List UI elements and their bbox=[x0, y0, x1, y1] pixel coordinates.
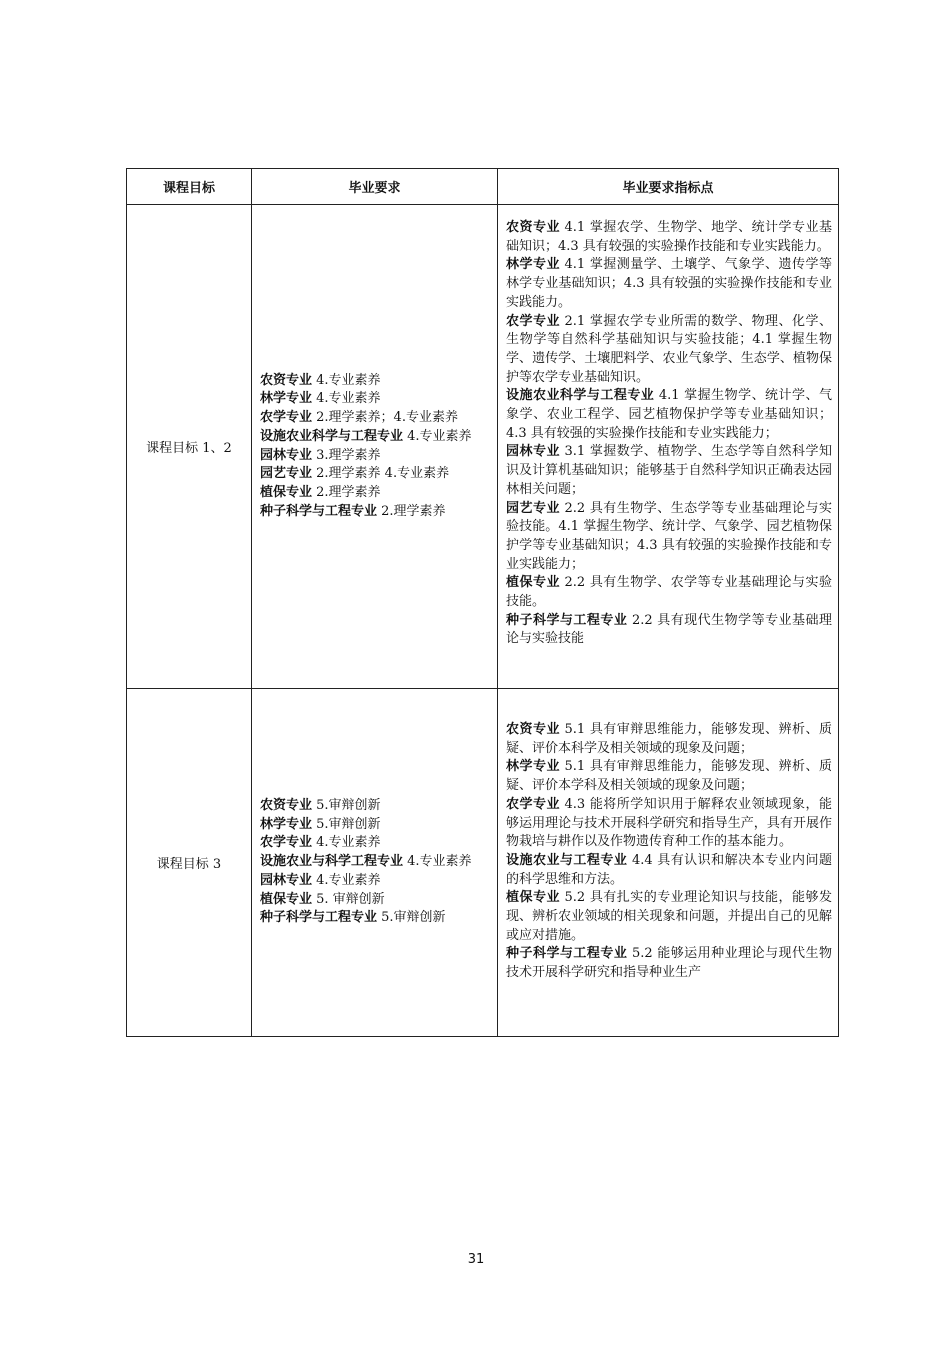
requirement-text: 4.专业素养 bbox=[312, 391, 381, 407]
requirement-text: 2.理学素养 bbox=[312, 484, 381, 500]
major-name: 设施农业与科学工程专业 bbox=[260, 854, 404, 870]
major-name: 农学专业 bbox=[260, 410, 313, 426]
requirement-item bbox=[260, 503, 491, 522]
indicator-text: 5.2 具有扎实的专业理论知识与技能，能够发现、辨析农业领域的相关现象和问题，并提出自己的见解或应对措施。 bbox=[506, 890, 832, 943]
major-name: 植保专业 bbox=[506, 575, 560, 591]
major-name: 林学专业 bbox=[506, 257, 560, 273]
major-name: 农资专业 bbox=[260, 798, 313, 814]
major-name: 农学专业 bbox=[260, 835, 313, 851]
indicator-item bbox=[506, 313, 832, 388]
course-goal-cell: 课程目标 1、2 bbox=[127, 205, 252, 689]
indicator-text: 2.2 具有生物学、农学等专业基础理论与实验技能。 bbox=[506, 575, 832, 610]
major-name: 种子科学与工程专业 bbox=[506, 612, 628, 628]
requirement-text: 5.审辩创新 bbox=[312, 798, 381, 814]
requirement-text: 4.专业素养 bbox=[312, 835, 381, 851]
major-name: 农学专业 bbox=[506, 313, 560, 329]
page-number: 31 bbox=[467, 1252, 485, 1267]
header-indicator-points: 毕业要求指标点 bbox=[498, 169, 839, 205]
indicator-text: 4.1 掌握生物学、统计学、气象学、农业工程学、园艺植物保护学等专业基础知识；4.3 具有较强的实验操作技能和专业实践能力； bbox=[506, 388, 832, 441]
requirements-cell bbox=[252, 689, 498, 1037]
indicator-item bbox=[506, 574, 832, 611]
indicator-text: 4.1 掌握农学、生物学、地学、统计学专业基础知识；4.3 具有较强的实验操作技能和专业实践能力。 bbox=[506, 220, 832, 254]
major-name: 园艺专业 bbox=[260, 466, 313, 482]
major-name: 植保专业 bbox=[260, 484, 313, 500]
requirement-item bbox=[260, 465, 491, 484]
indicator-item bbox=[506, 889, 832, 945]
major-name: 农资专业 bbox=[506, 220, 560, 235]
major-name: 设施农业与工程专业 bbox=[506, 852, 628, 868]
major-name: 园艺专业 bbox=[506, 500, 560, 516]
indicator-item bbox=[506, 500, 832, 575]
requirement-item bbox=[260, 891, 491, 910]
major-name: 园林专业 bbox=[260, 872, 313, 888]
major-name: 设施农业科学与工程专业 bbox=[506, 388, 655, 404]
major-name: 种子科学与工程专业 bbox=[260, 503, 378, 519]
indicator-text: 4.1 掌握测量学、土壤学、气象学、遗传学等林学专业基础知识；4.3 具有较强的实验操作技能和专业实践能力。 bbox=[506, 257, 832, 310]
indicator-text: 4.3 能将所学知识用于解释农业领域现象，能够运用理论与技术开展科学研究和指导生产，具有开展作物栽培与耕作以及作物遗传育种工作的基本能力。 bbox=[506, 796, 832, 850]
requirement-text: 5.审辩创新 bbox=[377, 910, 446, 926]
requirement-item bbox=[260, 447, 491, 466]
major-name: 林学专业 bbox=[260, 816, 313, 832]
requirement-text: 4.专业素养 bbox=[403, 854, 472, 870]
indicator-points-cell bbox=[498, 689, 839, 1037]
header-course-goal: 课程目标 bbox=[127, 169, 252, 205]
major-name: 园林专业 bbox=[506, 444, 560, 460]
major-name: 园林专业 bbox=[260, 447, 313, 463]
indicator-text: 2.2 具有生物学、生态学等专业基础理论与实验技能。4.1 掌握生物学、统计学、气象学、园艺植物保护学等专业基础知识；4.3 具有较强的实验操作技能和专业实践能力； bbox=[506, 500, 832, 572]
indicator-item bbox=[506, 796, 832, 852]
requirement-item bbox=[260, 816, 491, 835]
major-name: 农资专业 bbox=[260, 372, 313, 388]
indicator-text: 2.1 掌握农学专业所需的数学、物理、化学、生物学等自然科学基础知识与实验技能；4.1 掌握生物学、遗传学、土壤肥料学、农业气象学、生态学、植物保护等农学专业基础知识。 bbox=[506, 313, 832, 385]
header-row bbox=[127, 169, 839, 205]
header-graduation-requirement: 毕业要求 bbox=[252, 169, 498, 205]
indicator-item bbox=[506, 852, 832, 889]
major-name: 林学专业 bbox=[506, 759, 560, 775]
major-name: 种子科学与工程专业 bbox=[260, 910, 378, 926]
major-name: 设施农业科学与工程专业 bbox=[260, 428, 404, 444]
indicator-item bbox=[506, 256, 832, 312]
indicator-item bbox=[506, 219, 832, 256]
requirement-text: 2.理学素养 bbox=[377, 503, 446, 519]
requirement-text: 4.专业素养 bbox=[312, 372, 381, 388]
indicator-item bbox=[506, 721, 832, 758]
major-name: 植保专业 bbox=[260, 891, 313, 907]
table-row bbox=[127, 205, 839, 689]
requirement-item bbox=[260, 853, 491, 872]
requirement-item bbox=[260, 909, 491, 928]
indicator-item bbox=[506, 945, 832, 982]
major-name: 植保专业 bbox=[506, 890, 560, 906]
requirement-item bbox=[260, 797, 491, 816]
indicator-text: 4.4 具有认识和解决本专业内问题的科学思维和方法。 bbox=[506, 852, 832, 887]
requirement-item bbox=[260, 834, 491, 853]
requirement-item bbox=[260, 409, 491, 428]
indicator-item bbox=[506, 443, 832, 499]
course-goals-table bbox=[126, 168, 839, 1037]
indicator-points-cell bbox=[498, 205, 839, 689]
requirement-item bbox=[260, 872, 491, 891]
requirement-item bbox=[260, 390, 491, 409]
indicator-text: 2.2 具有现代生物学等专业基础理论与实验技能 bbox=[506, 612, 832, 647]
requirements-cell bbox=[252, 205, 498, 689]
major-name: 种子科学与工程专业 bbox=[506, 946, 628, 962]
indicator-item bbox=[506, 758, 832, 795]
indicator-text: 3.1 掌握数学、植物学、生态学等自然科学知识及计算机基础知识；能够基于自然科学知识正确表达园林相关问题； bbox=[506, 444, 832, 497]
major-name: 农学专业 bbox=[506, 796, 560, 812]
indicator-item bbox=[506, 387, 832, 443]
indicator-text: 5.1 具有审辩思维能力，能够发现、辨析、质疑、评价本学科及相关领域的现象及问题； bbox=[506, 759, 832, 794]
requirement-item bbox=[260, 484, 491, 503]
course-goal-cell: 课程目标 3 bbox=[127, 689, 252, 1037]
major-name: 林学专业 bbox=[260, 391, 313, 407]
indicator-text: 5.1 具有审辩思维能力，能够发现、辨析、质疑、评价本科学及相关领域的现象及问题； bbox=[506, 722, 832, 756]
requirement-text: 5.审辩创新 bbox=[312, 816, 381, 832]
indicator-item bbox=[506, 612, 832, 649]
requirement-text: 2.理学素养；4.专业素养 bbox=[312, 410, 458, 426]
requirement-text: 5. 审辩创新 bbox=[312, 891, 385, 907]
requirement-text: 4.专业素养 bbox=[403, 428, 472, 444]
indicator-text: 5.2 能够运用种业理论与现代生物技术开展科学研究和指导种业生产 bbox=[506, 946, 832, 981]
requirement-item bbox=[260, 428, 491, 447]
major-name: 农资专业 bbox=[506, 722, 560, 737]
table-row bbox=[127, 689, 839, 1037]
requirement-text: 3.理学素养 bbox=[312, 447, 381, 463]
requirement-text: 2.理学素养 4.专业素养 bbox=[312, 466, 450, 482]
requirement-item bbox=[260, 372, 491, 391]
requirement-text: 4.专业素养 bbox=[312, 872, 381, 888]
